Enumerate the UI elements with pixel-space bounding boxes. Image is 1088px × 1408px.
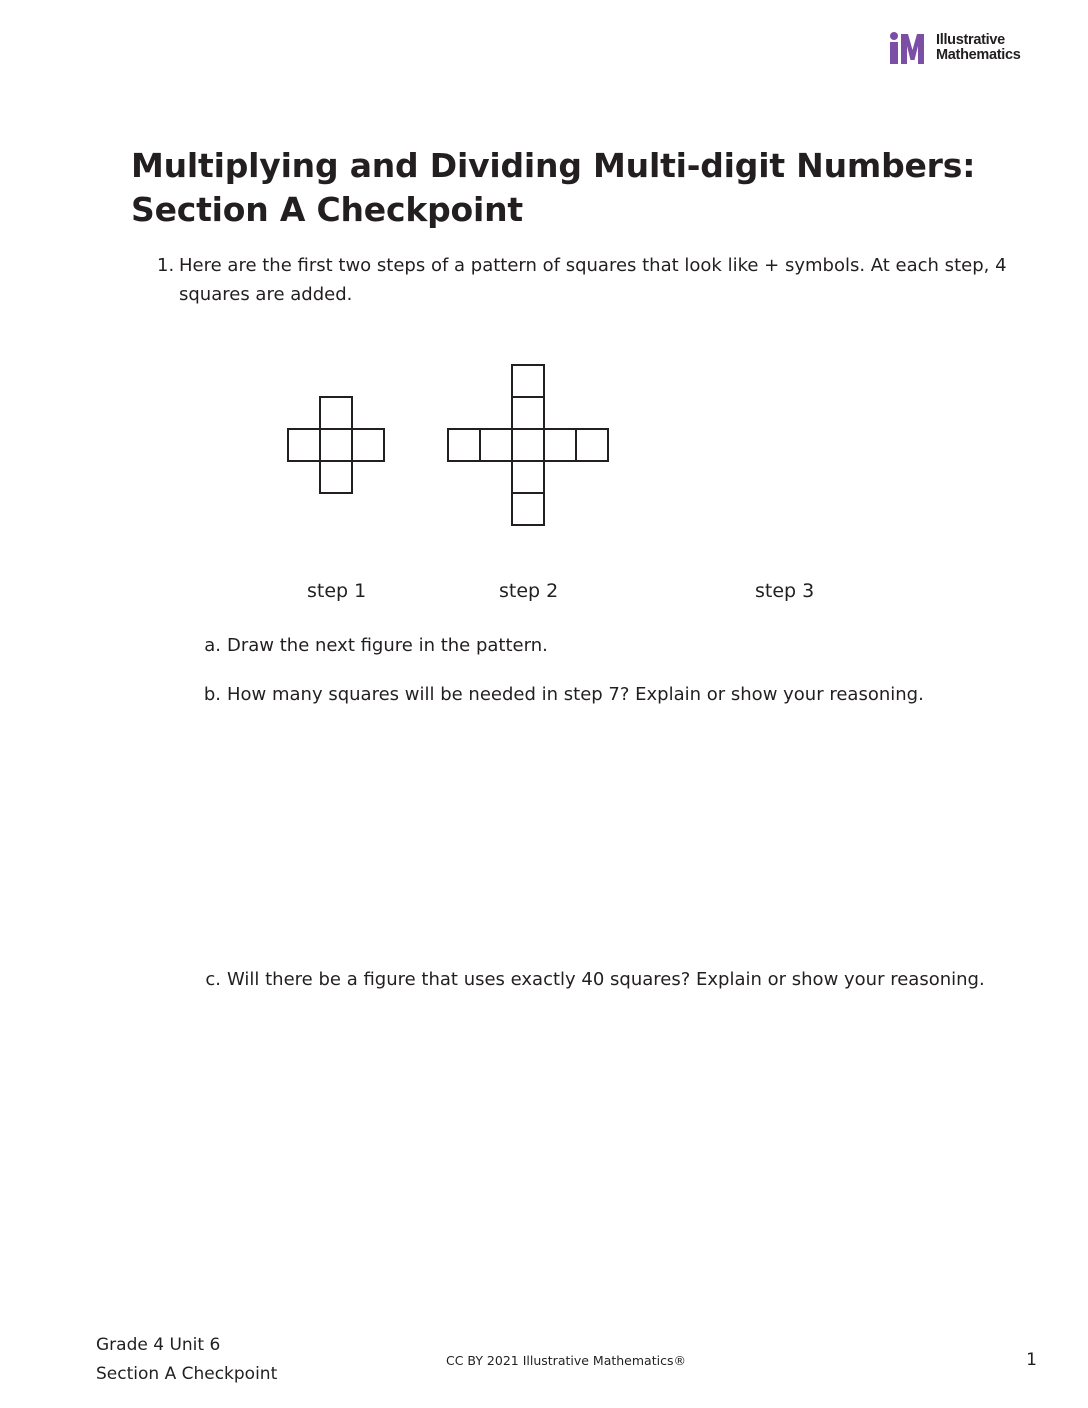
figure-square (320, 461, 352, 493)
question-text: Here are the first two steps of a pattern of squares that look like + symbols. At each step, 4 squares are added. (179, 255, 1007, 305)
part-letter: a. (204, 635, 221, 656)
pattern-figures (0, 0, 1088, 560)
part-letter: b. (203, 684, 221, 705)
figure-square (512, 461, 544, 493)
figure-square (352, 429, 384, 461)
step-1-figure (288, 397, 384, 493)
step-1-label: step 1 (307, 580, 367, 602)
footer-section: Section A Checkpoint (96, 1364, 278, 1384)
footer-grade-unit: Grade 4 Unit 6 (96, 1335, 221, 1355)
figure-square (480, 429, 512, 461)
page-number: 1 (1026, 1350, 1037, 1370)
figure-square (288, 429, 320, 461)
step-2-label: step 2 (499, 580, 559, 602)
step-3-label: step 3 (755, 580, 815, 602)
figure-square (512, 429, 544, 461)
part-text: Draw the next figure in the pattern. (227, 635, 548, 656)
figure-square (512, 397, 544, 429)
figure-square (512, 493, 544, 525)
figure-square (320, 429, 352, 461)
figure-square (320, 397, 352, 429)
logo-line-2: Mathematics (936, 47, 1021, 63)
footer-license: CC BY 2021 Illustrative Mathematics® (446, 1353, 686, 1368)
figure-square (512, 365, 544, 397)
part-text: How many squares will be needed in step 7? Explain or show your reasoning. (227, 684, 924, 705)
title-line-1: Multiplying and Dividing Multi-digit Numbers: (131, 146, 976, 185)
question-number: 1. (157, 255, 175, 276)
step-2-figure (448, 365, 608, 525)
part-text: Will there be a figure that uses exactly 40 squares? Explain or show your reasoning. (227, 969, 985, 990)
part-letter: c. (205, 969, 221, 990)
figure-square (544, 429, 576, 461)
figure-square (448, 429, 480, 461)
title-line-2: Section A Checkpoint (131, 190, 523, 229)
logo-line-1: Illustrative (936, 32, 1005, 48)
figure-square (576, 429, 608, 461)
